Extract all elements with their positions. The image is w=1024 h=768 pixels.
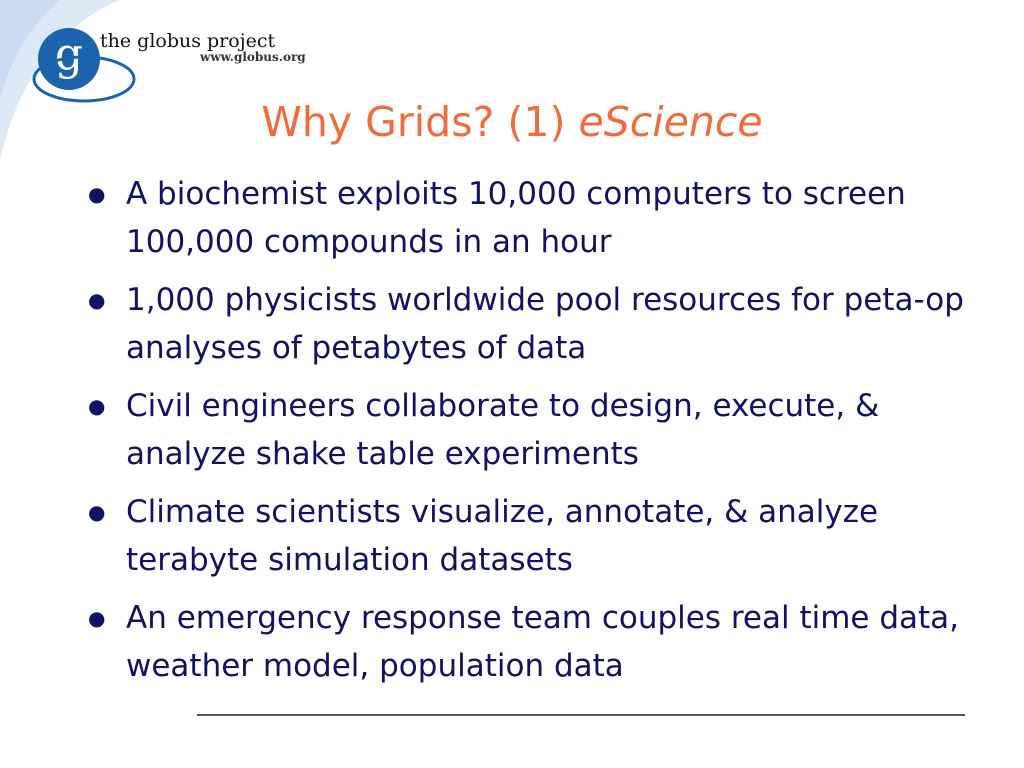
logo-url: www.globus.org — [200, 50, 306, 64]
bullet-text: A biochemist exploits 10,000 computers to screen 100,000 compounds in an hour — [126, 176, 906, 260]
slide-title-emphasis: eScience — [578, 98, 763, 146]
slide-title-main: Why Grids? (1) — [261, 98, 579, 146]
globus-logo-letter: g — [54, 29, 84, 80]
bullet-item — [86, 488, 986, 584]
bullet-item — [86, 594, 986, 690]
footer-divider — [197, 714, 965, 716]
bullet-text: Climate scientists visualize, annotate, & analyze terabyte simulation datasets — [126, 494, 879, 578]
bullet-item — [86, 170, 986, 266]
bullet-item — [86, 276, 986, 372]
bullet-dot-icon: ● — [88, 288, 106, 312]
logo-project-name: the globus project — [100, 30, 276, 52]
bullet-text: An emergency response team couples real time data, weather model, population data — [126, 600, 960, 684]
bullet-item — [86, 382, 986, 478]
bullet-list — [86, 170, 986, 700]
bullet-text: Civil engineers collaborate to design, execute, & analyze shake table experiments — [126, 388, 880, 472]
bullet-dot-icon: ● — [88, 606, 106, 630]
bullet-dot-icon: ● — [88, 394, 106, 418]
bullet-text: 1,000 physicists worldwide pool resources for peta-op analyses of petabytes of data — [126, 282, 964, 366]
bullet-dot-icon: ● — [88, 500, 106, 524]
bullet-dot-icon: ● — [88, 182, 106, 206]
slide-title — [0, 98, 1024, 146]
